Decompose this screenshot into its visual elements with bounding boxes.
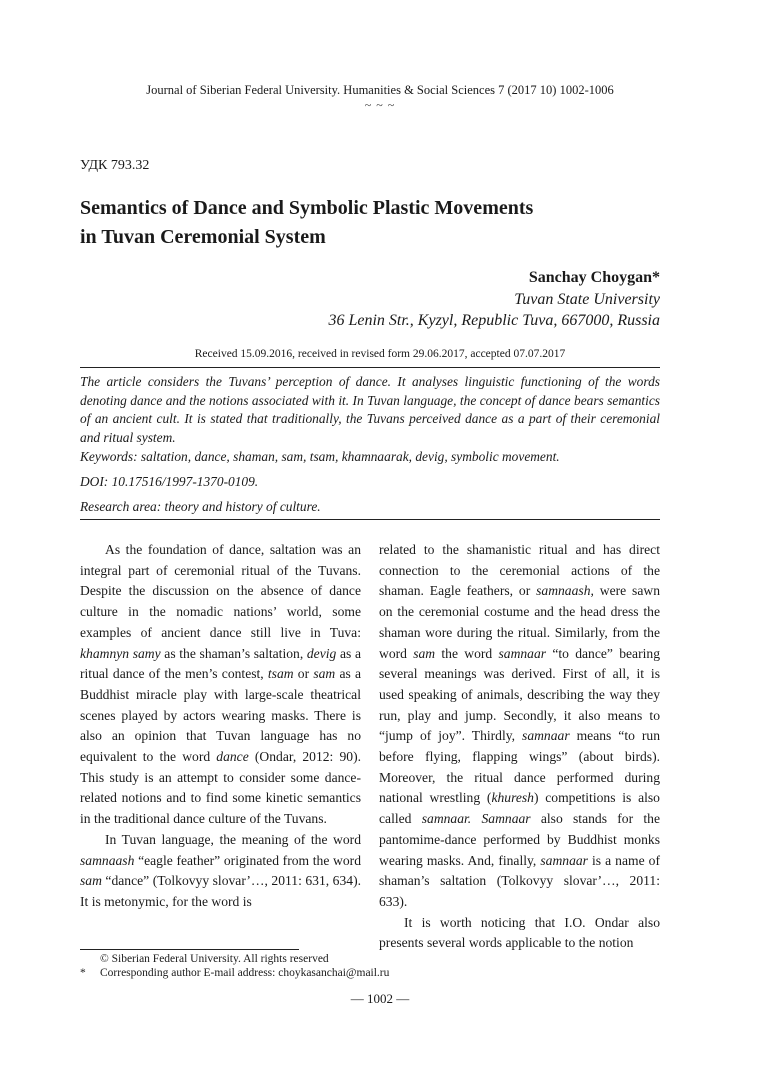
title-line-2: in Tuvan Ceremonial System bbox=[80, 226, 326, 248]
footnote-corresponding bbox=[80, 967, 389, 979]
paragraph: In Tuvan language, the meaning of the word samnaash “eagle feather” originated from the word sam “dance” (Tolkovyy slovar’…, 2011: 631, 634). It is metonymic, for the word is bbox=[80, 831, 361, 909]
page-number: — 1002 — bbox=[350, 991, 410, 1006]
doi: DOI: 10.17516/1997-1370-0109. bbox=[80, 474, 259, 489]
footnote-copyright: © Siberian Federal University. All rights reserved bbox=[100, 953, 329, 965]
research-area: Research area: theory and history of culture. bbox=[80, 499, 321, 514]
abstract-bottom-rule bbox=[80, 519, 660, 520]
body-column-left bbox=[80, 540, 361, 913]
author-name: Sanchay Choygan* bbox=[528, 269, 660, 286]
footnote-star: * bbox=[80, 967, 86, 979]
author-block bbox=[328, 267, 660, 332]
footnote-email[interactable]: Corresponding author E-mail address: choykasanchai@mail.ru bbox=[100, 967, 390, 979]
paragraph: It is worth noticing that I.O. Ondar also presents several words applicable to the notion bbox=[379, 914, 660, 951]
footnote-rule bbox=[80, 949, 299, 950]
received-dates: Received 15.09.2016, received in revised form 29.06.2017, accepted 07.07.2017 bbox=[194, 348, 566, 360]
header-ornament: ~ ~ ~ bbox=[364, 98, 396, 112]
body-column-right bbox=[379, 540, 660, 954]
title-line-1: Semantics of Dance and Symbolic Plastic Movements bbox=[80, 197, 534, 219]
keywords: Keywords: saltation, dance, shaman, sam, tsam, khamnaarak, devig, symbolic movement. bbox=[80, 449, 560, 464]
article-title bbox=[80, 194, 600, 252]
journal-header: Journal of Siberian Federal University. Humanities & Social Sciences 7 (2017 10) 1002-1006 bbox=[146, 83, 614, 97]
abstract-text: The article considers the Tuvans’ perception of dance. It analyses linguistic functioning of the words denoting dance and the notions associated with it. In Tuvan language, the concept of dance bears semantics of an ancient cult. It is stated that traditionally, the Tuvans perceived dance as a part of their ceremonial and ritual system. bbox=[80, 374, 660, 445]
paragraph: related to the shamanistic ritual and has direct connection to the ceremonial actions of the shaman. Eagle feathers, or samnaash, were sawn on the ceremonial costume and the head dress the shaman wore during the ritual. Similarly, from the word sam the word samnaar “to dance” bearing several meanings was derived. First of all, it is used speaking of animals, describing the way they run, play and jump. Secondly, it also means to “jump of joy”. Thirdly, samnaar means “to run before flying, flapping wings” (about birds). Moreover, the ritual dance performed during national wrestling (khuresh) competitions is also called samnaar. Samnaar also stands for the pantomime-dance performed by Buddhist monks wearing masks. And, finally, samnaar is a name of shaman’s saltation (Tolkovyy slovar’…, 2011: 633). bbox=[379, 542, 661, 909]
udk-code: УДК 793.32 bbox=[80, 158, 150, 173]
abstract-top-rule bbox=[80, 367, 660, 368]
author-address: 36 Lenin Str., Kyzyl, Republic Tuva, 667000, Russia bbox=[328, 312, 660, 329]
paragraph: As the foundation of dance, saltation was an integral part of ceremonial ritual of the Tuvans. Despite the discussion on the absence of dance culture in the nomadic nations’ world, some examples of ancient dance still live in Tuva: khamnyn samy as the shaman’s saltation, devig as a ritual dance of the men’s contest, tsam or sam as a Buddhist miracle play with large-scale theatrical scenes played by actors wearing masks. There is also an opinion that Tuvan language has no equivalent to the word dance (Ondar, 2012: 90). This study is an attempt to consider some dance-related notions and to find some kinetic semantics in the traditional dance culture of the Tuvans. bbox=[80, 542, 361, 827]
author-affiliation: Tuvan State University bbox=[514, 290, 660, 308]
abstract bbox=[80, 373, 660, 447]
